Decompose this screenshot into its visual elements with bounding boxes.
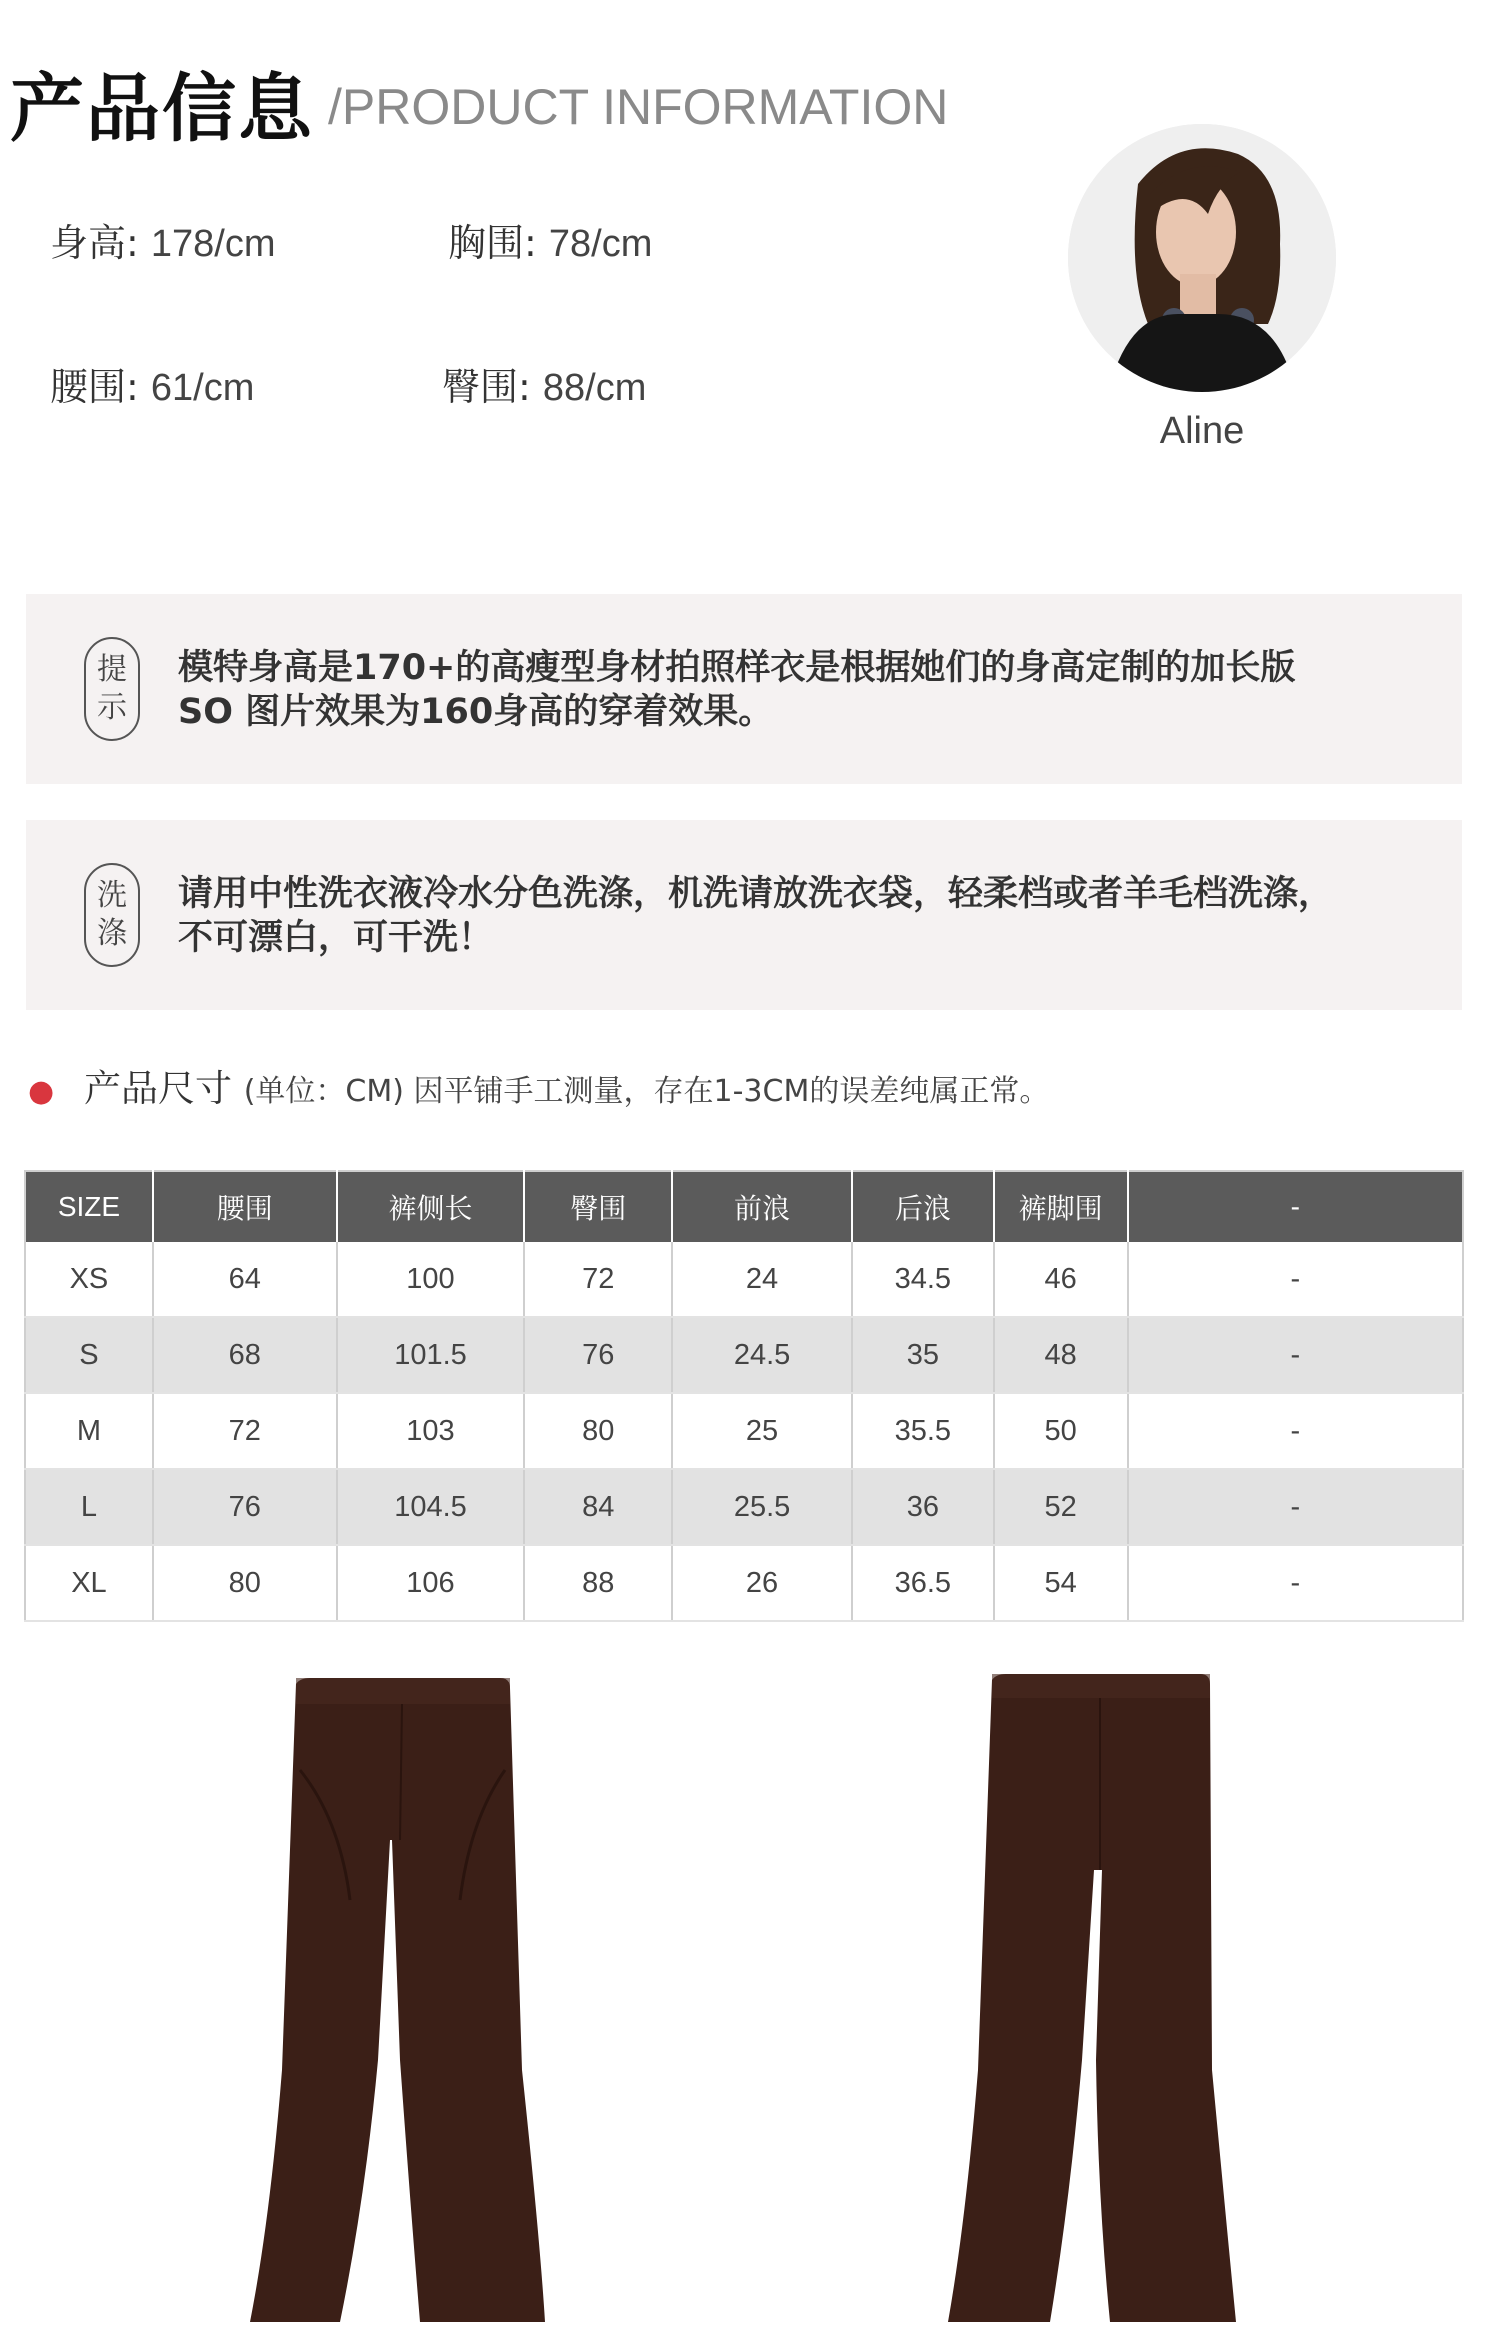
cell: 36: [852, 1469, 994, 1545]
cell: -: [1128, 1469, 1463, 1545]
header-extra: -: [1128, 1171, 1463, 1242]
height-label: 身高:: [50, 221, 139, 265]
pants-front-image: [250, 1678, 545, 2322]
cell: -: [1128, 1242, 1463, 1317]
tip-text: [178, 646, 1295, 734]
cell: 35.5: [852, 1393, 994, 1469]
header-hip: 臀围: [524, 1171, 672, 1242]
cell: 34.5: [852, 1242, 994, 1317]
pants-illustration: [0, 1640, 1500, 2322]
wash-badge-char-2: 涤: [97, 916, 127, 951]
tip-line-2: SO 图片效果为160身高的穿着效果。: [178, 692, 774, 732]
cell: 46: [994, 1242, 1128, 1317]
cell-size: L: [25, 1469, 153, 1545]
model-avatar: [1068, 124, 1336, 392]
cell: 101.5: [337, 1317, 525, 1393]
cell-size: M: [25, 1393, 153, 1469]
cell: 24.5: [672, 1317, 852, 1393]
cell: 54: [994, 1545, 1128, 1621]
cell: 80: [524, 1393, 672, 1469]
waist-measurement: [50, 356, 254, 411]
cell: 103: [337, 1393, 525, 1469]
cell: 88: [524, 1545, 672, 1621]
bust-label: 胸围:: [448, 221, 537, 265]
cell: 84: [524, 1469, 672, 1545]
bullet-dot-icon: ●: [28, 1074, 55, 1109]
cell: 76: [524, 1317, 672, 1393]
height-measurement: [50, 212, 276, 267]
height-value: 178/cm: [150, 223, 276, 265]
cell: 50: [994, 1393, 1128, 1469]
bust-measurement: [448, 212, 652, 267]
cell-size: S: [25, 1317, 153, 1393]
cell: 35: [852, 1317, 994, 1393]
size-section-note: (单位：CM) 因平铺手工测量，存在1-3CM的误差纯属正常。: [243, 1074, 1050, 1109]
tip-badge-char-2: 示: [97, 690, 127, 725]
cell: 76: [153, 1469, 337, 1545]
cell-size: XS: [25, 1242, 153, 1317]
cell: 72: [153, 1393, 337, 1469]
pants-back-image: [948, 1674, 1236, 2322]
cell: 100: [337, 1242, 525, 1317]
cell: 26: [672, 1545, 852, 1621]
header-size: SIZE: [25, 1171, 153, 1242]
tip-badge: [84, 637, 140, 741]
tip-notice: [26, 594, 1462, 784]
product-images: [0, 1640, 1500, 2322]
hip-label: 臀围:: [442, 365, 531, 409]
cell: 68: [153, 1317, 337, 1393]
cell: -: [1128, 1317, 1463, 1393]
cell: 48: [994, 1317, 1128, 1393]
page-title-cn: 产品信息: [10, 66, 314, 152]
table-row: [25, 1393, 1463, 1469]
cell: 36.5: [852, 1545, 994, 1621]
waist-value: 61/cm: [150, 367, 255, 409]
cell: -: [1128, 1393, 1463, 1469]
wash-line-2: 不可漂白，可干洗！: [178, 918, 494, 958]
cell: 64: [153, 1242, 337, 1317]
model-portrait-image: [1068, 124, 1336, 392]
hip-measurement: [442, 356, 646, 411]
header-back-rise: 后浪: [852, 1171, 994, 1242]
model-name: Aline: [1159, 410, 1245, 452]
cell: -: [1128, 1545, 1463, 1621]
header-leg-opening: 裤脚围: [994, 1171, 1128, 1242]
cell: 25.5: [672, 1469, 852, 1545]
tip-badge-char-1: 提: [97, 652, 127, 687]
cell: 24: [672, 1242, 852, 1317]
page-title-en: /PRODUCT INFORMATION: [328, 79, 949, 135]
table-row: [25, 1242, 1463, 1317]
waist-label: 腰围:: [50, 365, 139, 409]
size-section-title: 产品尺寸: [83, 1067, 232, 1110]
cell: 106: [337, 1545, 525, 1621]
wash-line-1: 请用中性洗衣液冷水分色洗涤，机洗请放洗衣袋，轻柔档或者羊毛档洗涤，: [178, 874, 1334, 914]
hip-value: 88/cm: [542, 367, 647, 409]
cell: 25: [672, 1393, 852, 1469]
table-row: [25, 1469, 1463, 1545]
wash-badge-char-1: 洗: [97, 878, 127, 913]
table-row: [25, 1317, 1463, 1393]
header-side-length: 裤侧长: [337, 1171, 525, 1242]
washing-notice: [26, 820, 1462, 1010]
header-front-rise: 前浪: [672, 1171, 852, 1242]
cell: 80: [153, 1545, 337, 1621]
size-section-heading: [28, 1058, 1049, 1112]
bust-value: 78/cm: [548, 223, 653, 265]
cell-size: XL: [25, 1545, 153, 1621]
size-table: [24, 1170, 1464, 1622]
header-waist: 腰围: [153, 1171, 337, 1242]
cell: 52: [994, 1469, 1128, 1545]
wash-badge: [84, 863, 140, 967]
cell: 104.5: [337, 1469, 525, 1545]
wash-text: [178, 872, 1333, 960]
size-table-header-row: [25, 1171, 1463, 1242]
tip-line-1: 模特身高是170+的高瘦型身材拍照样衣是根据她们的身高定制的加长版: [178, 648, 1296, 688]
cell: 72: [524, 1242, 672, 1317]
table-row: [25, 1545, 1463, 1621]
